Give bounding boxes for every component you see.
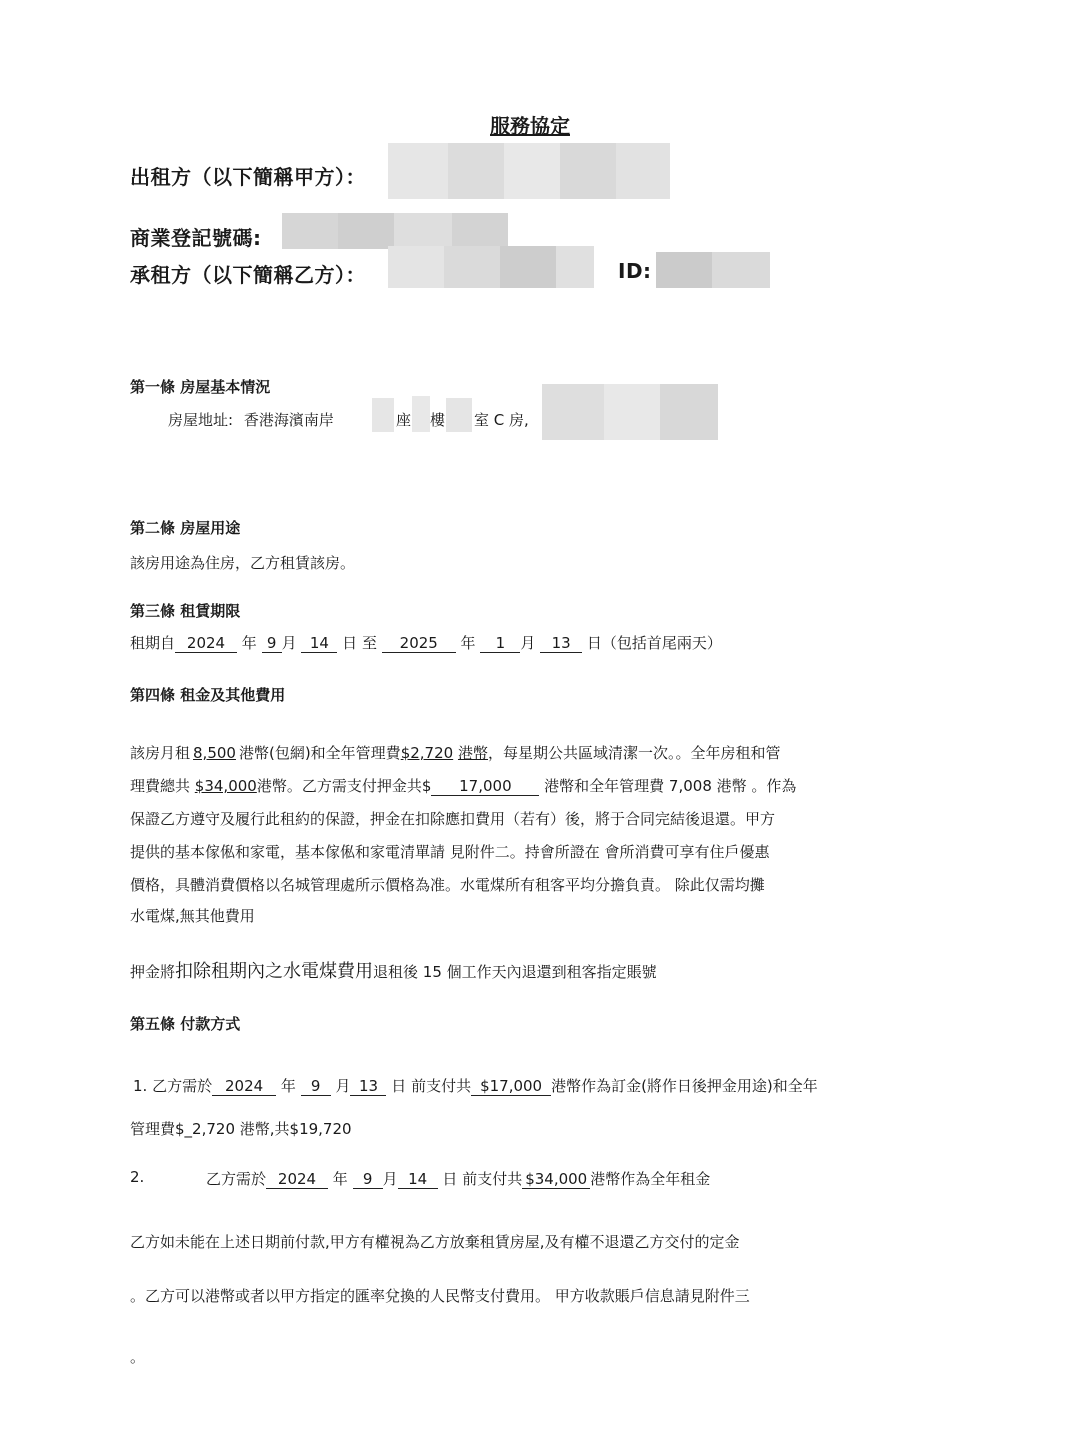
lease-end-day: 13 bbox=[540, 634, 582, 653]
article1-heading: 第一條 房屋基本情況 bbox=[130, 378, 271, 396]
article2-heading: 第二條 房屋用途 bbox=[130, 519, 241, 537]
article4-line2 bbox=[130, 770, 796, 803]
total-mid: 港幣。乙方需支付押金共$ bbox=[256, 777, 432, 795]
rent-tail: ，每星期公共區域清潔一次。。全年房租和管 bbox=[487, 744, 781, 762]
lessee-id-redaction bbox=[656, 252, 770, 288]
payment-default-clause: 乙方如未能在上述日期前付款,甲方有權視為乙方放棄租賃房屋,及有權不退還乙方交付的定金 bbox=[130, 1233, 740, 1251]
address-redaction-3 bbox=[446, 398, 472, 432]
article4-heading: 第四條 租金及其他費用 bbox=[130, 686, 286, 704]
article4-line3: 保證乙方遵守及履行此租約的保證，押金在扣除應扣費用（若有）後，將于合同完結後退還。甲方 bbox=[130, 810, 776, 828]
article4-line6: 水電煤,無其他費用 bbox=[130, 907, 255, 925]
monthly-rent: 8,500 bbox=[193, 744, 236, 762]
payment-item-2 bbox=[206, 1168, 710, 1189]
payment1-number: 1. bbox=[133, 1077, 148, 1095]
payment1-year: 2024 bbox=[212, 1077, 276, 1096]
article5-heading: 第五條 付款方式 bbox=[130, 1015, 241, 1033]
payment1-year-char: 年 bbox=[280, 1077, 296, 1095]
floor-char: 樓 bbox=[430, 411, 446, 429]
payment2-month-char: 月 bbox=[382, 1170, 398, 1188]
payment1-mid: 前支付共 bbox=[411, 1077, 472, 1095]
lease-term-line bbox=[130, 632, 722, 653]
address-redaction-4 bbox=[542, 384, 718, 440]
management-fee: $2,720 bbox=[400, 744, 454, 762]
article4-line5: 價格，具體消費價格以名城管理處所示價格為准。水電煤所有租客平均分擔負責。 除此仅需均攤 bbox=[130, 876, 765, 894]
lease-start-day: 14 bbox=[301, 634, 337, 653]
payment2-day: 14 bbox=[398, 1170, 438, 1189]
lessor-name-redaction bbox=[388, 143, 670, 199]
payment2-amount: $34,000 bbox=[522, 1170, 590, 1189]
lease-to-char: 至 bbox=[361, 634, 377, 652]
lease-start-month: 9 bbox=[262, 634, 282, 653]
business-reg-redaction bbox=[282, 213, 508, 249]
payment2-tail: 港幣作為全年租金 bbox=[590, 1170, 711, 1188]
address-text: 香港海濱南岸 bbox=[243, 411, 334, 429]
address-redaction-1 bbox=[372, 398, 394, 432]
refund-deduction: 扣除租期內之水電煤費用 bbox=[175, 961, 374, 982]
article3-heading: 第三條 租賃期限 bbox=[130, 602, 241, 620]
payment2-year: 2024 bbox=[266, 1170, 328, 1189]
total-prefix: 理費總共 bbox=[130, 777, 191, 795]
rent-mid: 港幣(包網)和全年管理費 bbox=[238, 744, 401, 762]
payment2-day-char: 日 bbox=[442, 1170, 458, 1188]
payment-item-1 bbox=[133, 1075, 818, 1096]
payment2-prefix: 乙方需於 bbox=[206, 1170, 267, 1188]
article2-body: 該房用途為住房，乙方租賃該房。 bbox=[130, 554, 356, 572]
lease-prefix: 租期自 bbox=[130, 634, 176, 652]
lease-day-char: 日 bbox=[342, 634, 358, 652]
lease-year-char: 年 bbox=[241, 634, 257, 652]
total-amount: $34,000 bbox=[194, 777, 257, 795]
payment1-tail: 港幣作為訂金(將作日後押金用途)和全年 bbox=[551, 1077, 818, 1095]
payment1-amount: $17,000 bbox=[471, 1077, 551, 1096]
refund-prefix: 押金將 bbox=[130, 963, 176, 981]
room-text: 室 C 房, bbox=[474, 411, 529, 429]
management-fee-currency: 港幣 bbox=[457, 744, 488, 762]
deposit-tail: 港幣和全年管理費 7,008 港幣 。作為 bbox=[544, 777, 797, 795]
address-label: 房屋地址: bbox=[168, 411, 234, 429]
lease-start-year: 2024 bbox=[175, 634, 237, 653]
payment-currency-clause: 。乙方可以港幣或者以甲方指定的匯率兌換的人民幣支付費用。 甲方收款賬戶信息請見附件三 bbox=[130, 1287, 750, 1305]
payment1-month: 9 bbox=[301, 1077, 331, 1096]
payment1-day-char: 日 bbox=[391, 1077, 407, 1095]
lease-month-char: 月 bbox=[281, 634, 297, 652]
payment1-day: 13 bbox=[350, 1077, 386, 1096]
document-title: 服務協定 bbox=[490, 114, 570, 138]
payment1-line2: 管理費$_2,720 港幣,共$19,720 bbox=[130, 1120, 352, 1138]
lease-month-char-2: 月 bbox=[520, 634, 536, 652]
seat-char: 座 bbox=[396, 411, 412, 429]
article4-line1 bbox=[130, 737, 781, 770]
payment2-year-char: 年 bbox=[332, 1170, 348, 1188]
deposit-refund-line bbox=[130, 957, 657, 983]
payment1-prefix: 乙方需於 bbox=[152, 1077, 213, 1095]
address-line bbox=[168, 409, 334, 430]
lessee-name-redaction bbox=[388, 246, 594, 288]
payment1-month-char: 月 bbox=[335, 1077, 351, 1095]
lease-end-month: 1 bbox=[480, 634, 520, 653]
business-reg-label: 商業登記號碼: bbox=[130, 226, 262, 250]
rent-prefix: 該房月租 bbox=[130, 744, 191, 762]
lease-year-char-2: 年 bbox=[460, 634, 476, 652]
payment2-month: 9 bbox=[353, 1170, 383, 1189]
payment2-number: 2. bbox=[130, 1168, 145, 1186]
id-label: ID: bbox=[618, 259, 652, 283]
article4-line4: 提供的基本傢俬和家電，基本傢俬和家電清單請 見附件二。持會所證在 會所消費可享有住戶優惠 bbox=[130, 843, 770, 861]
trailing-period: 。 bbox=[130, 1348, 146, 1366]
lessor-label: 出租方（以下簡稱甲方）： bbox=[130, 165, 366, 189]
lease-end-year: 2025 bbox=[382, 634, 456, 653]
lessee-label: 承租方（以下簡稱乙方）： bbox=[130, 263, 366, 287]
deposit-amount: 17,000 bbox=[431, 777, 539, 796]
refund-tail: 退租後 15 個工作天內退還到租客指定賬號 bbox=[373, 963, 657, 981]
lease-suffix: 日（包括首尾兩天） bbox=[586, 634, 722, 652]
address-redaction-2 bbox=[412, 396, 430, 432]
payment2-mid: 前支付共 bbox=[462, 1170, 523, 1188]
